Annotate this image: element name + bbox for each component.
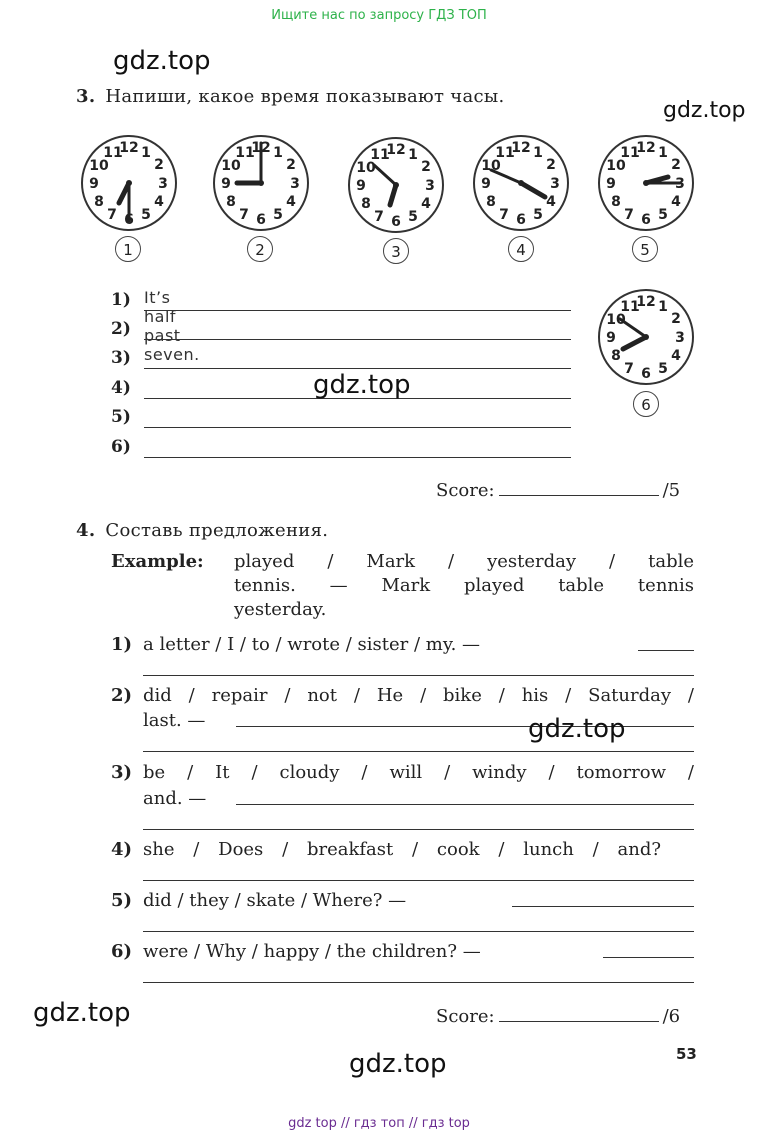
task4-score <box>436 1006 680 1027</box>
answer-line[interactable] <box>603 957 694 958</box>
item-6-number: 6) <box>111 941 133 962</box>
item-3-text: be / It / cloudy / will / windy / tomorrow / <box>143 762 694 783</box>
item-2-text-cont: last. — <box>143 710 206 731</box>
task3-score <box>436 480 680 501</box>
answer-1-text: It’s half past seven. <box>144 288 200 364</box>
answer-line[interactable] <box>144 339 571 340</box>
item-3-number: 3) <box>111 762 133 783</box>
clock-2-icon <box>211 133 311 233</box>
task3-title: Напиши, какое время показывают часы. <box>105 86 505 107</box>
task3-number: 3. <box>76 86 96 107</box>
answer-line[interactable] <box>143 829 694 830</box>
clock-label-2: 2 <box>247 236 273 262</box>
watermark: gdz.top <box>33 998 131 1028</box>
item-2-text: did / repair / not / He / bike / his / Saturday / <box>143 685 694 706</box>
footer-links[interactable]: gdz top // гдз топ // гдз top <box>288 1116 470 1131</box>
answer-line[interactable] <box>143 931 694 932</box>
example-line-1: played / Mark / yesterday / table <box>234 551 694 572</box>
score-total: /5 <box>662 480 681 501</box>
item-5-number: 5) <box>111 890 133 911</box>
answer-number: 1) <box>111 290 131 310</box>
task4-title: Составь предложения. <box>105 520 329 541</box>
clock-4-icon <box>471 133 571 233</box>
page-number: 53 <box>676 1045 697 1063</box>
item-4-number: 4) <box>111 839 133 860</box>
answer-line[interactable] <box>143 982 694 983</box>
item-5-text: did / they / skate / Where? — <box>143 890 407 911</box>
clock-label-4: 4 <box>508 236 534 262</box>
score-line[interactable] <box>499 1021 659 1022</box>
clock-1-icon <box>79 133 179 233</box>
watermark: gdz.top <box>528 714 626 744</box>
answer-line[interactable] <box>144 310 571 311</box>
item-3-text-cont: and. — <box>143 788 207 809</box>
answer-line[interactable] <box>143 751 694 752</box>
score-line[interactable] <box>499 495 659 496</box>
answer-line[interactable] <box>143 880 694 881</box>
answer-line[interactable] <box>638 650 694 651</box>
answer-line[interactable] <box>512 906 694 907</box>
score-label: Score: <box>436 1006 495 1027</box>
item-4-text: she / Does / breakfast / cook / lunch / and? <box>143 839 661 860</box>
top-search-link[interactable]: Ищите нас по запросу ГДЗ ТОП <box>271 8 487 23</box>
answer-line[interactable] <box>144 457 571 458</box>
watermark: gdz.top <box>313 370 411 400</box>
task3-heading <box>76 86 505 107</box>
watermark: gdz.top <box>349 1049 447 1079</box>
clock-label-1: 1 <box>115 236 141 262</box>
clock-label-6: 6 <box>633 391 659 417</box>
example-line-2: tennis. — Mark played table tennis <box>234 575 694 596</box>
score-total: /6 <box>662 1006 681 1027</box>
answer-number: 2) <box>111 319 131 339</box>
task4-number: 4. <box>76 520 96 541</box>
item-6-text: were / Why / happy / the children? — <box>143 941 481 962</box>
answer-line[interactable] <box>144 427 571 428</box>
example-label: Example: <box>111 551 204 572</box>
clock-3-icon <box>346 135 446 235</box>
clock-6-icon <box>596 287 696 387</box>
answer-number: 3) <box>111 348 131 368</box>
item-2-number: 2) <box>111 685 133 706</box>
item-1-text: a letter / I / to / wrote / sister / my. — <box>143 634 481 655</box>
task4-heading <box>76 520 328 541</box>
clock-label-3: 3 <box>383 238 409 264</box>
score-label: Score: <box>436 480 495 501</box>
answer-number: 6) <box>111 437 131 457</box>
answer-number: 4) <box>111 378 131 398</box>
clock-5-icon <box>596 133 696 233</box>
answer-line[interactable] <box>236 804 694 805</box>
answer-line[interactable] <box>144 368 571 369</box>
clock-label-5: 5 <box>632 236 658 262</box>
example-line-3: yesterday. <box>234 599 327 620</box>
watermark: gdz.top <box>113 46 211 76</box>
answer-number: 5) <box>111 407 131 427</box>
answer-line[interactable] <box>143 675 694 676</box>
item-1-number: 1) <box>111 634 133 655</box>
watermark: gdz.top <box>663 98 746 123</box>
